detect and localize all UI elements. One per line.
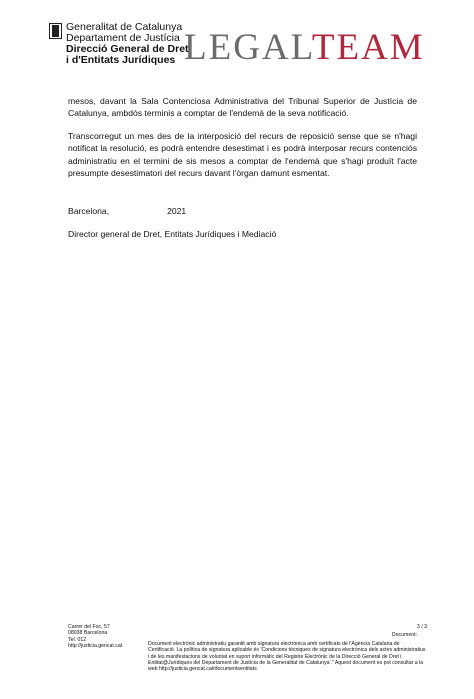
letterhead — [49, 22, 449, 72]
brand-team: TEAM — [311, 27, 425, 68]
address-line1: Carrer del Foc, 57 — [68, 624, 110, 630]
address-line2: 08038 Barcelona — [68, 630, 108, 637]
brand-legal: LEGAL — [184, 27, 312, 68]
directorate-name-line1: Direcció General de Dret — [66, 43, 189, 55]
website-link[interactable]: http://justicia.gencat.cat — [68, 642, 123, 649]
place-date — [68, 205, 417, 217]
electronic-signature-note: Document electrònic administratiu garantit amb signatura electrònica amb certificats de l'Agència Catalana de Certificació. La política de signatura aplicable és 'Condicions tècniques de signatura electrònica dels actes administratius i de les manifestacions de voluntat en suport informàtic del Registre Electrònic de la Direcció General de Dret i Entitat@Jurídiques del Departament de Justícia de la Generalitat de Catalunya'." Aquest document es pot consultar a la web http://justicia.gencat.cat/documentsentitats — [148, 641, 426, 673]
paragraph-reconsideration: Transcorregut un mes des de la interposició del recurs de reposició sense que se n'hagi notificat la resolució, es podrà entendre desestimat i es podrà interposar recurs contenciós administratiu en el termini de sis mesos a comptar de l'endemà que s'hagi produït l'acte presumpte desestimatori del recurs davant l'òrgan damunt esmentat. — [68, 131, 417, 179]
legalteam-logo — [184, 28, 425, 68]
paragraph-appeal-terms: mesos, davant la Sala Contenciosa Administrativa del Tribunal Superior de Justícia de Catalunya, ambdós terminis a comptar de l'endemà de la seva notificació. — [68, 96, 417, 119]
signatory: Director general de Dret, Entitats Jurídiques i Mediació — [68, 229, 277, 239]
phone: Tel. 012 — [68, 636, 87, 643]
generalitat-shield-icon — [49, 23, 62, 39]
place: Barcelona, — [68, 206, 110, 216]
footer-address — [68, 624, 122, 649]
document-label: Document: — [391, 632, 417, 638]
year: 2021 — [167, 206, 187, 216]
institution-name: Generalitat de Catalunya — [66, 21, 183, 33]
institution-block — [66, 22, 189, 66]
page-number: 3 / 3 — [416, 624, 427, 630]
directorate-name-line2: i d'Entitats Jurídiques — [66, 54, 176, 66]
department-name: Departament de Justícia — [66, 32, 180, 44]
